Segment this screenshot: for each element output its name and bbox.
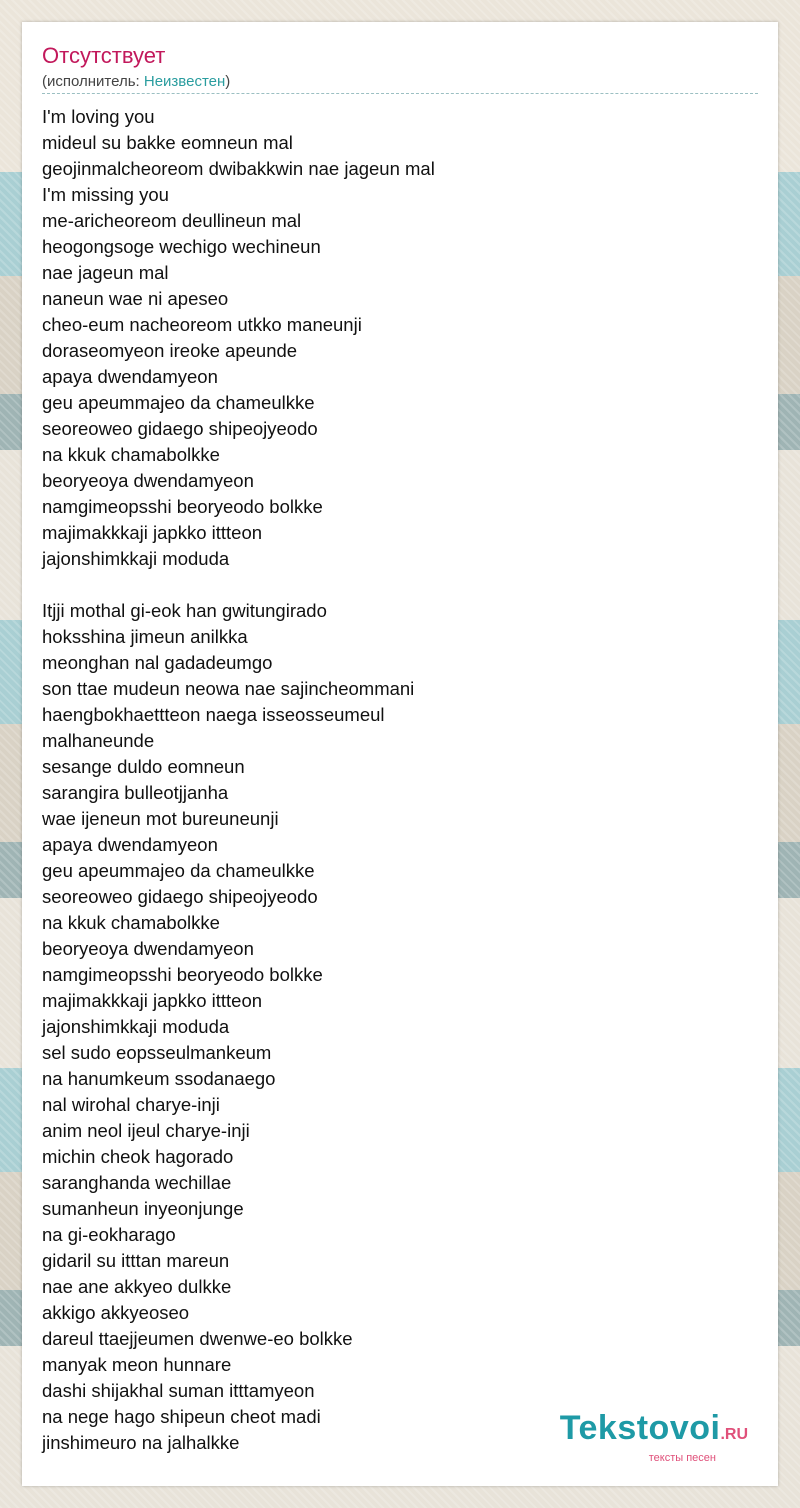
lyric-line: me-aricheoreom deullineun mal [42, 210, 302, 231]
logo-tld: .RU [720, 1426, 748, 1443]
lyric-line: jajonshimkkaji moduda [42, 548, 230, 569]
lyric-line: na hanumkeum ssodanaego [42, 1068, 276, 1089]
lyric-line: cheo-eum nacheoreom utkko maneunji [42, 314, 362, 335]
lyric-line: seoreoweo gidaego shipeojyeodo [42, 886, 318, 907]
lyric-line: Itjji mothal gi-eok han gwitungirado [42, 600, 327, 621]
lyric-line: na gi-eokharago [42, 1224, 176, 1245]
lyric-line: michin cheok hagorado [42, 1146, 234, 1167]
lyric-line: dareul ttaejjeumen dwenwe-eo bolkke [42, 1328, 353, 1349]
artist-line [42, 72, 230, 92]
lyrics-card [22, 22, 778, 1486]
lyric-line: dashi shijakhal suman itttamyeon [42, 1380, 315, 1401]
lyric-line: saranghanda wechillae [42, 1172, 232, 1193]
logo-name: Tekstovoi [559, 1409, 721, 1447]
lyric-line: jinshimeuro na jalhalkke [42, 1432, 240, 1453]
lyric-line: mideul su bakke eomneun mal [42, 132, 293, 153]
artist-suffix: ) [225, 73, 231, 90]
lyric-line: na kkuk chamabolkke [42, 912, 220, 933]
lyric-line: namgimeopsshi beoryeodo bolkke [42, 496, 323, 517]
lyric-line: I'm loving you [42, 106, 155, 127]
lyric-line: jajonshimkkaji moduda [42, 1016, 230, 1037]
lyric-line: majimakkkaji japkko ittteon [42, 522, 263, 543]
site-logo[interactable] [560, 1411, 748, 1464]
lyric-line: na nege hago shipeun cheot madi [42, 1406, 321, 1427]
lyric-line: geojinmalcheoreom dwibakkwin nae jageun mal [42, 158, 435, 179]
lyric-line: naneun wae ni apeseo [42, 288, 229, 309]
lyric-line: heogongsoge wechigo wechineun [42, 236, 321, 257]
lyric-line: sarangira bulleotjjanha [42, 782, 229, 803]
lyric-line: manyak meon hunnare [42, 1354, 232, 1375]
lyric-line [42, 572, 742, 598]
logo-subtitle: тексты песен [648, 1452, 716, 1464]
lyric-line: nae jageun mal [42, 262, 169, 283]
lyric-line: malhaneunde [42, 730, 155, 751]
lyric-line: majimakkkaji japkko ittteon [42, 990, 263, 1011]
lyric-line: sesange duldo eomneun [42, 756, 245, 777]
artist-link[interactable]: Неизвестен [143, 73, 226, 90]
lyric-line: apaya dwendamyeon [42, 834, 218, 855]
lyric-line: meonghan nal gadadeumgo [42, 652, 273, 673]
lyric-line: seoreoweo gidaego shipeojyeodo [42, 418, 318, 439]
lyric-line: geu apeummajeo da chameulkke [42, 392, 315, 413]
lyric-line: hoksshina jimeun anilkka [42, 626, 248, 647]
lyric-line: wae ijeneun mot bureuneunji [42, 808, 279, 829]
lyric-line: I'm missing you [42, 184, 169, 205]
lyric-line: sumanheun inyeonjunge [42, 1198, 244, 1219]
lyric-line: apaya dwendamyeon [42, 366, 218, 387]
lyric-line: namgimeopsshi beoryeodo bolkke [42, 964, 323, 985]
lyric-line: beoryeoya dwendamyeon [42, 938, 254, 959]
lyric-line: son ttae mudeun neowa nae sajincheommani [42, 678, 415, 699]
lyric-line: sel sudo eopsseulmankeum [42, 1042, 272, 1063]
lyric-line: anim neol ijeul charye-inji [42, 1120, 250, 1141]
song-title: Отсутствует [42, 43, 166, 68]
lyric-line: doraseomyeon ireoke apeunde [42, 340, 298, 361]
lyric-line: beoryeoya dwendamyeon [42, 470, 254, 491]
lyric-line: haengbokhaettteon naega isseosseumeul [42, 704, 385, 725]
divider [42, 93, 758, 94]
lyrics-text [42, 104, 742, 1456]
lyric-line: geu apeummajeo da chameulkke [42, 860, 315, 881]
lyric-line: nae ane akkyeo dulkke [42, 1276, 232, 1297]
lyric-line: akkigo akkyeoseo [42, 1302, 190, 1323]
lyric-line: gidaril su itttan mareun [42, 1250, 230, 1271]
artist-prefix: (исполнитель: [42, 73, 144, 90]
lyric-line: na kkuk chamabolkke [42, 444, 220, 465]
lyric-line: nal wirohal charye-inji [42, 1094, 220, 1115]
